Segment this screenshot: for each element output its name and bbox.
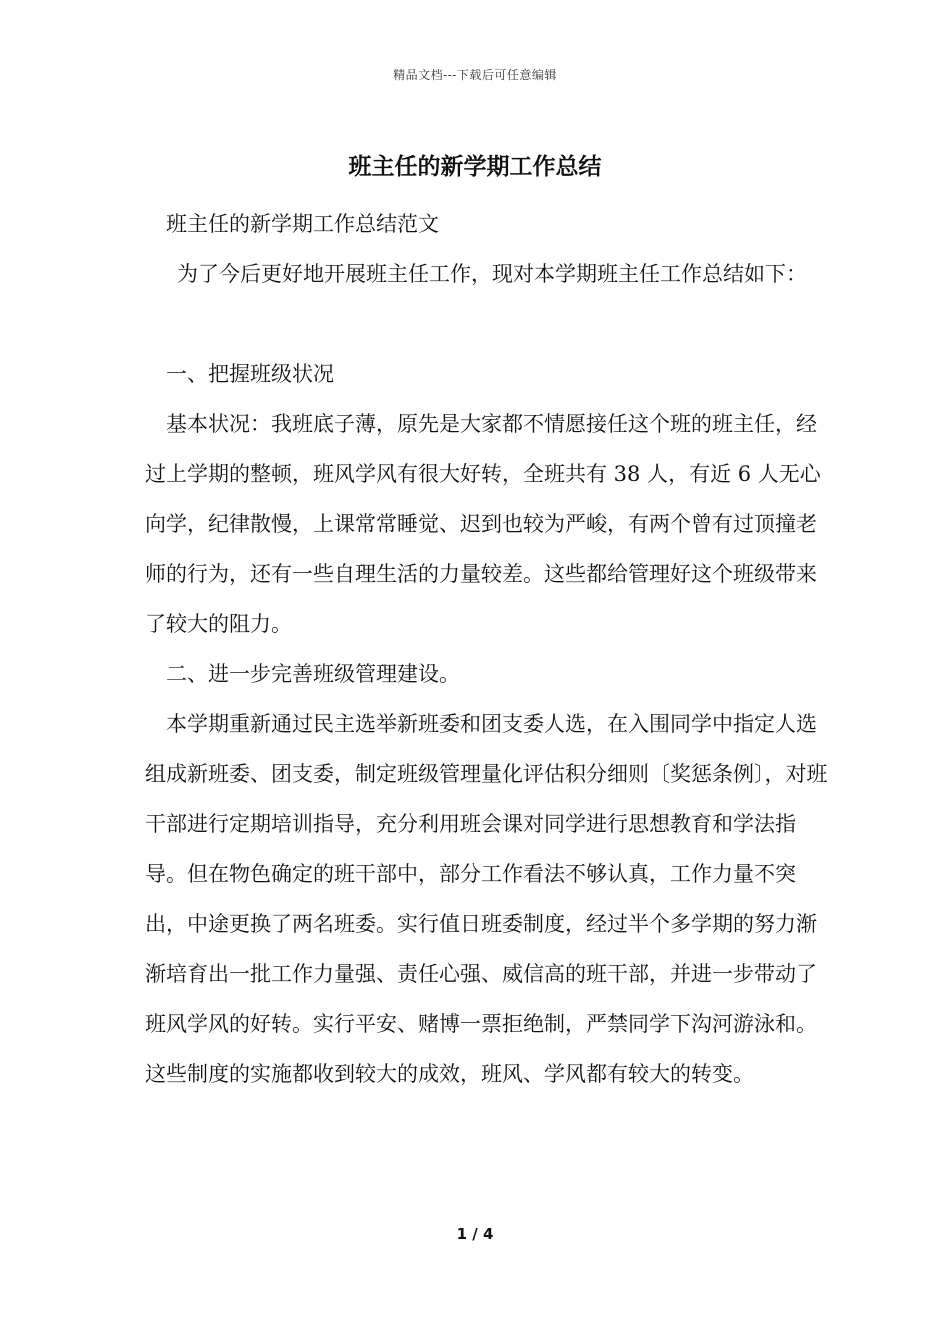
header-note: 精品文档---下载后可任意编辑 (393, 68, 557, 82)
page-indicator: 1 / 4 (456, 1225, 494, 1243)
blank-line (145, 299, 830, 349)
document-body (145, 199, 830, 1099)
document-subtitle: 班主任的新学期工作总结范文 (166, 212, 439, 236)
document-title: 班主任的新学期工作总结 (348, 153, 602, 180)
section-paragraph-2: 本学期重新通过民主选举新班委和团支委人选，在入围同学中指定人选组成新班委、团支委，制定班级管理量化评估积分细则〔奖惩条例〕，对班干部进行定期培训指导，充分利用班会课对同学进行思想教育和学法指导。但在物色确定的班干部中，部分工作看法不够认真，工作力量不突出，中途更换了两名班委。实行值日班委制度，经过半个多学期的努力渐渐培育出一批工作力量强、责任心强、威信高的班干部，并进一步带动了班风学风的好转。实行平安、赌博一票拒绝制，严禁同学下沟河游泳和。这些制度的实施都收到较大的成效，班风、学风都有较大的转变。 (145, 712, 828, 1086)
section-heading-1: 一、把握班级状况 (166, 362, 334, 386)
section-heading-2: 二、进一步完善班级管理建设。 (166, 662, 460, 686)
section-paragraph-1: 基本状况：我班底子薄，原先是大家都不情愿接任这个班的班主任，经过上学期的整顿，班风学风有很大好转，全班共有 38 人，有近 6 人无心向学，纪律散慢，上课常常睡觉、迟到也较为严峻，有两个曾有过顶撞老师的行为，还有一些自理生活的力量较差。这些都给管理好这个班级带来了较大的阻力。 (145, 412, 821, 636)
intro-paragraph: 为了今后更好地开展班主任工作，现对本学期班主任工作总结如下： (177, 262, 807, 286)
